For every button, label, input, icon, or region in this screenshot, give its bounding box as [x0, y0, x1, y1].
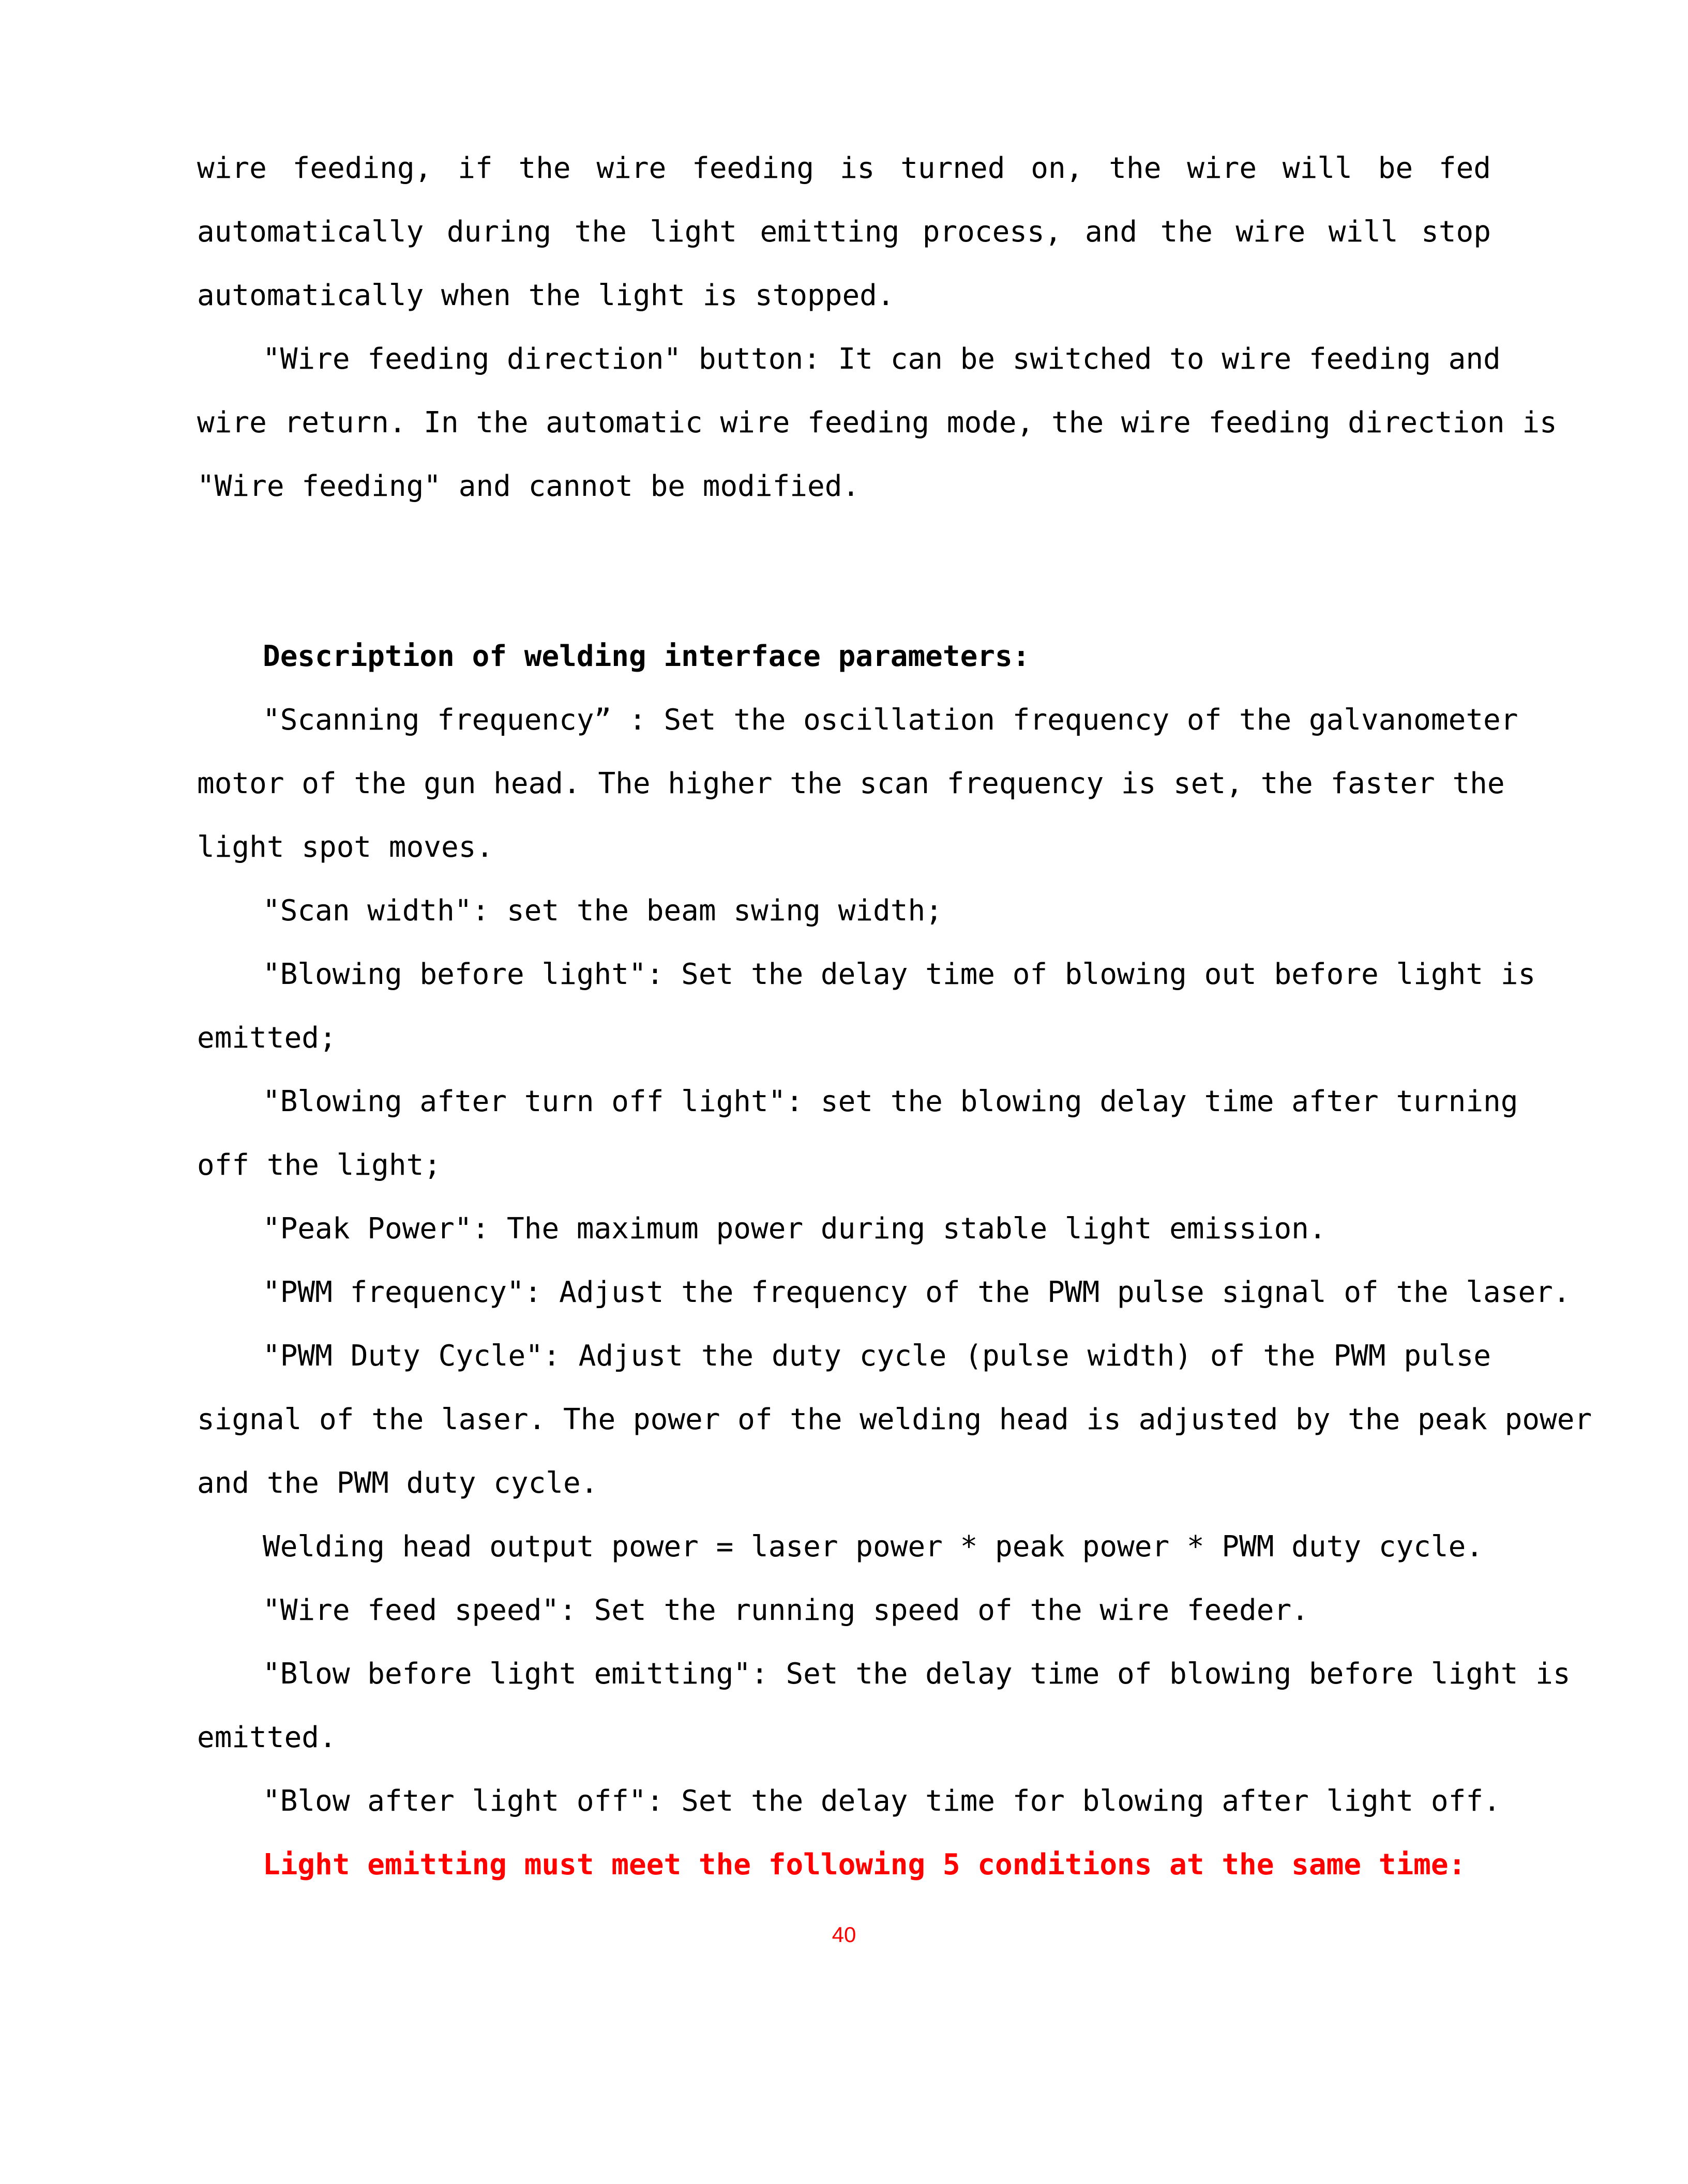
body-line: wire return. In the automatic wire feeding mode, the wire feeding direction is: [197, 406, 1557, 439]
body-line: "PWM frequency": Adjust the frequency of the PWM pulse signal of the laser.: [263, 1276, 1571, 1309]
highlighted-conditions-line: Light emitting must meet the following 5 conditions at the same time:: [263, 1848, 1466, 1882]
body-line: signal of the laser. The power of the welding head is adjusted by the peak power: [197, 1403, 1592, 1436]
body-line: automatically during the light emitting process, and the wire will stop: [197, 215, 1491, 249]
body-line: "Blowing before light": Set the delay time of blowing out before light is: [263, 958, 1536, 991]
body-line: light spot moves.: [197, 830, 494, 864]
body-line: "Wire feed speed": Set the running speed of the wire feeder.: [263, 1594, 1309, 1627]
body-line: "Scanning frequency” : Set the oscillation frequency of the galvanometer: [263, 703, 1518, 737]
body-line: "PWM Duty Cycle": Adjust the duty cycle (pulse width) of the PWM pulse: [263, 1339, 1491, 1373]
body-line: "Wire feeding direction" button: It can be switched to wire feeding and: [263, 342, 1501, 376]
body-line: "Wire feeding" and cannot be modified.: [197, 469, 860, 503]
body-line: emitted.: [197, 1721, 337, 1754]
body-line: "Blowing after turn off light": set the blowing delay time after turning: [263, 1085, 1518, 1118]
page-number: 40: [832, 1922, 856, 1947]
body-line: off the light;: [197, 1148, 442, 1182]
body-line: "Scan width": set the beam swing width;: [263, 894, 943, 928]
body-line: automatically when the light is stopped.: [197, 279, 895, 312]
body-line: "Blow before light emitting": Set the delay time of blowing before light is: [263, 1657, 1571, 1691]
body-line: wire feeding, if the wire feeding is turned on, the wire will be fed: [197, 151, 1491, 185]
section-heading: Description of welding interface parameters:: [263, 640, 1030, 673]
body-line: emitted;: [197, 1021, 337, 1055]
body-line: and the PWM duty cycle.: [197, 1466, 598, 1500]
body-line: "Peak Power": The maximum power during stable light emission.: [263, 1212, 1327, 1246]
formula-line: Welding head output power = laser power * peak power * PWM duty cycle.: [263, 1530, 1484, 1564]
body-line: motor of the gun head. The higher the scan frequency is set, the faster the: [197, 767, 1505, 800]
body-line: "Blow after light off": Set the delay time for blowing after light off.: [263, 1784, 1501, 1818]
